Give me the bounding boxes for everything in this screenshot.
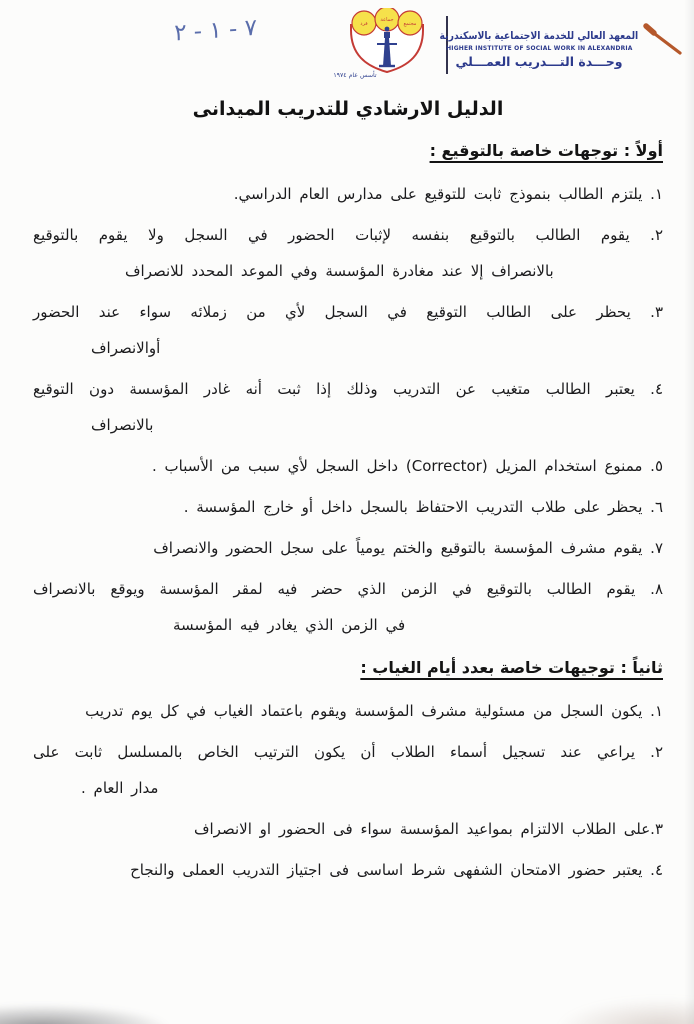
institute-name-english: HIGHER INSTITUTE OF SOCIAL WORK IN ALEXANDRIA: [445, 43, 633, 52]
letterhead: [331, 8, 639, 80]
institute-logo-icon: [331, 8, 443, 80]
logo-circle-label: جماعة: [380, 17, 394, 23]
list-item-line: ٧. يقوم مشرف المؤسسة بالتوقيع والختم يومياً على سجل الحضور والانصراف: [153, 539, 663, 557]
list-item: [33, 176, 663, 212]
logo-caption: تأسس عام ١٩٧٤: [333, 72, 377, 79]
list-item: [33, 371, 663, 443]
list-item: [33, 530, 663, 566]
list-item-line: ٤. يعتبر الطالب متغيب عن التدريب وذلك إذا ثبت أنه غادر المؤسسة دون التوقيع: [33, 380, 663, 398]
logo-circle-label: فرد: [360, 21, 368, 27]
list-item-line: ٣.على الطلاب الالتزام بمواعيد المؤسسة سواء فى الحضور او الانصراف: [193, 820, 663, 838]
list-item: [33, 217, 663, 289]
list-item-line: ٤. يعتبر حضور الامتحان الشفهى شرط اساسى فى اجتياز التدريب العملى والنجاح: [130, 861, 663, 879]
list-item-line: ٦. يحظر على طلاب التدريب الاحتفاظ بالسجل داخل أو خارج المؤسسة .: [183, 498, 663, 516]
list-item: [33, 571, 663, 643]
list-item: [33, 734, 663, 806]
list-item: [33, 852, 663, 888]
list-item-line: بالانصراف إلا عند مغادرة المؤسسة وفي الموعد المحدد للانصراف: [125, 262, 554, 280]
scan-edge-shadow: [684, 0, 694, 1024]
list-item-line: ٢. يراعي عند تسجيل أسماء الطلاب أن يكون الترتيب الخاص بالمسلسل ثابت على: [33, 743, 663, 761]
handwritten-page-number: ٧ - ١ - ٢: [174, 14, 257, 47]
list-item-line: ٢. يقوم الطالب بالتوقيع بنفسه لإثبات الحضور في السجل ولا يقوم بالتوقيع: [33, 226, 663, 244]
list-item-line: ٥. ممنوع استخدام المزيل (Corrector) داخل السجل لأي سبب من الأسباب .: [152, 457, 663, 475]
scan-corner-shadow: [0, 1004, 171, 1024]
list-item-line: في الزمن الذي يغادر فيه المؤسسة: [173, 616, 406, 634]
pen-stroke-mark-icon: [642, 22, 688, 62]
institute-name-arabic: المعهد العالي للخدمة الاجتماعية بالاسكندرية: [439, 29, 639, 42]
list-item-line: أوالانصراف: [91, 339, 161, 357]
list-item-line: ١. يكون السجل من مسئولية مشرف المؤسسة ويقوم باعتماد الغياب في كل يوم تدريب: [85, 702, 663, 720]
list-item-line: ٨. يقوم الطالب بالتوقيع في الزمن الذي حضر فيه لمقر المؤسسة ويوقع بالانصراف: [33, 580, 663, 598]
list-item: [33, 693, 663, 729]
section-heading-signing: أولاً : توجهات خاصة بالتوقيع :: [429, 141, 663, 160]
letterhead-text: [439, 29, 639, 70]
section-heading-absence-days: ثانياً : توجيهات خاصة بعدد أيام الغياب :: [360, 658, 663, 677]
list-item: [33, 489, 663, 525]
list-item: [33, 448, 663, 484]
list-item: [33, 294, 663, 366]
list-item-line: بالانصراف: [91, 416, 154, 434]
logo-circle-label: مجتمع: [403, 21, 417, 27]
document-body: [33, 96, 663, 893]
unit-name-arabic: وحـــدة التـــدريب العمـــلي: [455, 53, 623, 69]
scan-corner-shadow: [556, 998, 694, 1024]
list-item: [33, 811, 663, 847]
document-title: الدليل الارشادي للتدريب الميدانى: [192, 98, 504, 120]
list-item-line: مدار العام .: [81, 779, 159, 797]
list-item-line: ٣. يحظر على الطالب التوقيع في السجل لأي من زملائه سواء عند الحضور: [33, 303, 663, 321]
list-item-line: ١. يلتزم الطالب بنموذج ثابت للتوقيع على مدارس العام الدراسي.: [233, 185, 663, 203]
